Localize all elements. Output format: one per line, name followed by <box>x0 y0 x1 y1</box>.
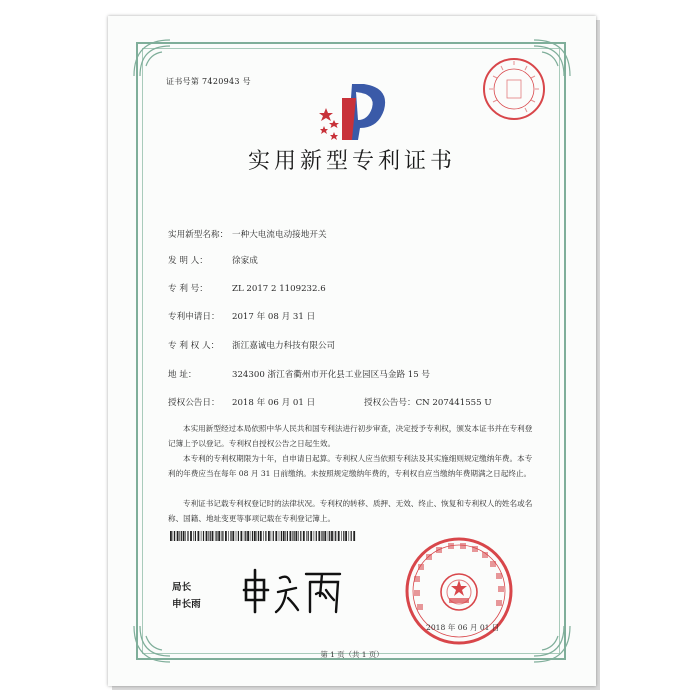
paragraph-grant: 本实用新型经过本局依照中华人民共和国专利法进行初步审查，决定授予专利权，颁发本证书并在专利登记簿上予以登记。专利权自授权公告之日起生效。 <box>168 424 533 448</box>
office-stamp-top-right <box>481 56 547 122</box>
field-patent-number: 专 利 号： ZL 2017 2 1109232.6 <box>168 284 326 294</box>
barcode <box>170 531 356 541</box>
field-inventor: 发 明 人： 徐家成 <box>168 256 258 266</box>
field-utility-model-name: 实用新型名称： 一种大电流电动接地开关 <box>168 230 327 240</box>
director-signature <box>240 566 350 616</box>
field-publication: 授权公告日： 2018 年 06 月 01 日 授权公告号：CN 207441555 U <box>168 398 492 408</box>
director-name: 申长雨 <box>172 599 201 610</box>
field-application-date: 专利申请日： 2017 年 08 月 31 日 <box>168 312 316 322</box>
certificate-page <box>108 16 596 686</box>
page-footer: 第 1 页（共 1 页） <box>320 650 384 659</box>
field-patentee: 专 利 权 人： 浙江嘉诚电力科技有限公司 <box>168 341 336 351</box>
director-title: 局长 <box>172 582 192 593</box>
seal-date: 2018 年 06 月 01 日 <box>426 623 500 632</box>
page-title: 实用新型专利证书 <box>247 149 456 174</box>
paragraph-term: 本专利的专利权期限为十年，自申请日起算。专利权人应当依照专利法及其实施细则规定缴纳年费。本专利的年费应当在每年 08 月 31 日前缴纳。未按照规定缴纳年费的，专利权自应当缴纳年费期满之日起终止。 <box>168 454 533 478</box>
patent-office-logo <box>312 78 398 146</box>
field-address: 地 址： 324300 浙江省衢州市开化县工业园区马金路 15 号 <box>168 370 431 380</box>
certificate-number: 证书号第 7420943 号 <box>166 77 251 86</box>
paragraph-register: 专利证书记载专利权登记时的法律状况。专利权的转移、质押、无效、终止、恢复和专利权人的姓名或名称、国籍、地址变更等事项记载在专利登记簿上。 <box>168 499 533 523</box>
